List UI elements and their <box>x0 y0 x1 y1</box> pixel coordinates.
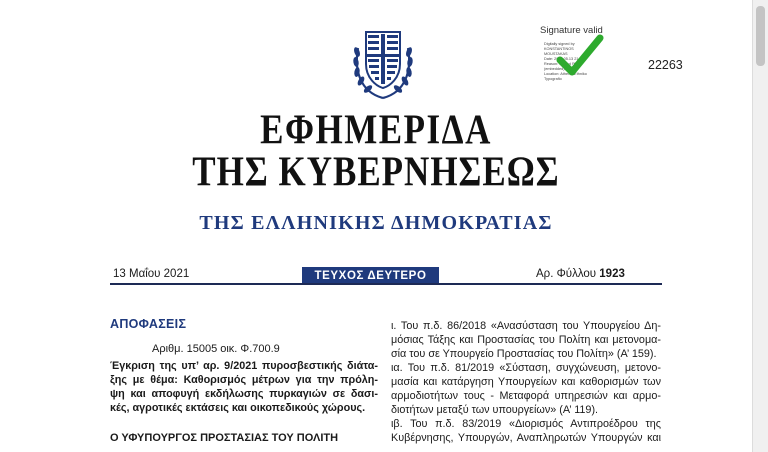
decision-title-line: ξης με θέμα: Καθορισμός μέτρων για την πρόλη- <box>110 374 378 386</box>
issue-bar-rule <box>110 283 662 285</box>
greek-coat-of-arms-emblem <box>350 22 416 102</box>
sheet-number-label: Αρ. Φύλλου <box>536 268 597 280</box>
signature-detail-line: Reason: Signed PDF <box>544 62 580 66</box>
issue-series-badge: ΤΕΥΧΟΣ ΔΕΥΤΕΡΟ <box>302 267 439 284</box>
signature-detail-line: KONSTANTINOS <box>544 47 574 51</box>
signature-status: Signature valid <box>540 25 603 36</box>
signature-detail-line: (embedded) <box>544 67 565 71</box>
body-text-line: ιβ. Του π.δ. 83/2019 «Διορισμός Αντιπροέδρου της <box>391 418 661 430</box>
body-text-line: διοτήτων μεταξύ των υπουργείων» (Α’ 119). <box>391 404 599 416</box>
section-title: ΑΠΟΦΑΣΕΙΣ <box>110 317 187 331</box>
signature-detail-line: Location: Athens, Ethniko <box>544 72 587 76</box>
signature-detail-line: Typografio <box>544 77 562 81</box>
masthead-republic: ΤΗΣ ΕΛΛΗΝΙΚΗΣ ΔΗΜΟΚΡΑΤΙΑΣ <box>199 212 553 234</box>
scrollbar-thumb[interactable] <box>756 6 765 66</box>
sheet-number-field <box>536 268 625 280</box>
decision-reference: Αριθμ. 15005 οικ. Φ.700.9 <box>152 343 280 355</box>
document-number: 22263 <box>648 58 683 72</box>
decision-title-line: Έγκριση της υπ’ αρ. 9/2021 πυροσβεστικής διάτα- <box>110 360 378 372</box>
signature-detail-line: Digitally signed by <box>544 42 575 46</box>
decision-title-line: ψη και αποφυγή εκδήλωσης πυρκαγιών σε δασι- <box>110 388 378 400</box>
signature-detail-line: Date: 2021.05.13 21:57 <box>544 57 584 61</box>
signature-valid-check-icon[interactable] <box>556 32 604 80</box>
sheet-number-value: 1923 <box>599 268 625 280</box>
body-text-line: σία του σε Υπουργείο Προστασίας του Πολίτη» (Α’ 159). <box>391 348 657 360</box>
body-text-line: ια. Του π.δ. 81/2019 «Σύσταση, συγχώνευση, μετονο- <box>391 362 661 374</box>
vertical-scrollbar[interactable] <box>752 0 768 452</box>
body-text-line: Κυβέρνησης, Υπουργών, Αναπληρωτών Υπουργών και <box>391 432 661 444</box>
body-text-line: μασία και κατάργηση Υπουργείων και καθορισμών των <box>391 376 661 388</box>
issue-date: 13 Μαΐου 2021 <box>113 268 190 280</box>
body-text-line: ι. Του π.δ. 86/2018 «Ανασύσταση του Υπουργείου Δη- <box>391 320 661 332</box>
signature-detail-line: MOUSTAKAS <box>544 52 568 56</box>
body-text-line: αρμοδιοτήτων τους - Μεταφορά υπηρεσιών και αρμο- <box>391 390 661 402</box>
decision-title-line: κές, αγροτικές εκτάσεις και οικοπεδικούς χώρους. <box>110 402 366 414</box>
masthead-subtitle: ΤΗΣ ΚΥΒΕΡΝΗΣΕΩΣ <box>192 147 560 196</box>
masthead-title: ΕΦΗΜΕΡΙΔΑ <box>260 105 492 154</box>
ministry-heading: Ο ΥΦΥΠΟΥΡΓΟΣ ΠΡΟΣΤΑΣΙΑΣ ΤΟΥ ΠΟΛΙΤΗ <box>110 432 339 444</box>
body-text-line: μόσιας Τάξης και Προστασίας του Πολίτη και μετονομα- <box>391 334 661 346</box>
